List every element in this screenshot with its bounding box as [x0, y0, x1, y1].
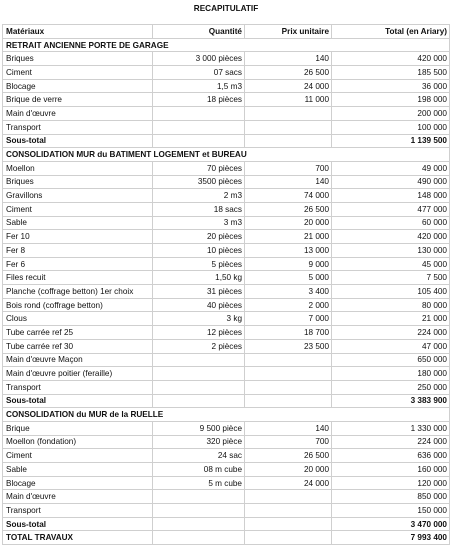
cell-materiau[interactable]: Bois rond (coffrage betton) [3, 298, 153, 312]
cell-total[interactable]: 7 993 400 [332, 531, 450, 545]
cell-prix-unitaire[interactable]: 3 400 [245, 285, 332, 299]
cell-materiau[interactable]: Sous-total [3, 517, 153, 531]
cell-materiau[interactable]: Sable [3, 216, 153, 230]
cell-total[interactable]: 420 000 [332, 230, 450, 244]
cell-materiau[interactable]: Planche (coffrage betton) 1er choix [3, 285, 153, 299]
cell-total[interactable]: 80 000 [332, 298, 450, 312]
cell-total[interactable]: 105 400 [332, 285, 450, 299]
table-row [3, 230, 450, 244]
cell-materiau[interactable]: Moellon [3, 161, 153, 175]
cell-materiau[interactable]: Blocage [3, 476, 153, 490]
sheet-title: RECAPITULATIF [193, 4, 259, 13]
cell-prix-unitaire[interactable] [245, 394, 332, 408]
cell-prix-unitaire[interactable]: 700 [245, 161, 332, 175]
cell-total[interactable]: 150 000 [332, 504, 450, 518]
cell-total[interactable]: 185 500 [332, 66, 450, 80]
cell-prix-unitaire[interactable]: 20 000 [245, 463, 332, 477]
cell-quantite[interactable] [153, 120, 245, 134]
cell-total[interactable]: 224 000 [332, 435, 450, 449]
cell-materiau[interactable]: Blocage [3, 79, 153, 93]
cell-quantite[interactable]: 320 pièce [153, 435, 245, 449]
cell-prix-unitaire[interactable] [245, 353, 332, 367]
cell-materiau[interactable]: Transport [3, 120, 153, 134]
table-row [3, 298, 450, 312]
table-row [3, 463, 450, 477]
cell-materiau[interactable]: Ciment [3, 202, 153, 216]
cell-quantite[interactable]: 07 sacs [153, 66, 245, 80]
cell-materiau[interactable]: Tube carrée ref 30 [3, 339, 153, 353]
header-row [3, 25, 450, 39]
cell-materiau[interactable]: Files recuit [3, 271, 153, 285]
cell-prix-unitaire[interactable]: 140 [245, 175, 332, 189]
cell-quantite[interactable]: 12 pièces [153, 326, 245, 340]
cell-prix-unitaire[interactable]: 23 500 [245, 339, 332, 353]
cell-total[interactable]: 49 000 [332, 161, 450, 175]
cell-quantite[interactable] [153, 134, 245, 148]
cell-materiau[interactable]: Fer 10 [3, 230, 153, 244]
table-row [3, 271, 450, 285]
cell-quantite[interactable]: 1,50 kg [153, 271, 245, 285]
cell-quantite[interactable]: 20 pièces [153, 230, 245, 244]
cell-quantite[interactable]: 24 sac [153, 449, 245, 463]
table-row [3, 202, 450, 216]
table-row [3, 52, 450, 66]
cell-prix-unitaire[interactable]: 140 [245, 52, 332, 66]
cell-materiau[interactable]: Moellon (fondation) [3, 435, 153, 449]
table-row [3, 79, 450, 93]
total-row [3, 531, 450, 545]
cell-quantite[interactable]: 31 pièces [153, 285, 245, 299]
table-row [3, 504, 450, 518]
cell-quantite[interactable]: 3 m3 [153, 216, 245, 230]
table-row [3, 312, 450, 326]
cell-materiau[interactable]: Main d'œuvre [3, 107, 153, 121]
cell-materiau[interactable]: Sous-total [3, 134, 153, 148]
cell-total[interactable]: 180 000 [332, 367, 450, 381]
cell-prix-unitaire[interactable] [245, 531, 332, 545]
cell-total[interactable]: 100 000 [332, 120, 450, 134]
cell-prix-unitaire[interactable] [245, 504, 332, 518]
cell-materiau[interactable]: Ciment [3, 449, 153, 463]
section-row [3, 408, 450, 422]
table-row [3, 476, 450, 490]
cell-quantite[interactable]: 10 pièces [153, 244, 245, 258]
cell-materiau[interactable]: Main d'œuvre Maçon [3, 353, 153, 367]
header-prix-unitaire[interactable]: Prix unitaire [245, 25, 332, 39]
cell-total[interactable]: 200 000 [332, 107, 450, 121]
cell-prix-unitaire[interactable]: 140 [245, 421, 332, 435]
cell-prix-unitaire[interactable]: 13 000 [245, 244, 332, 258]
cell-quantite[interactable] [153, 380, 245, 394]
cell-quantite[interactable] [153, 490, 245, 504]
cell-total[interactable]: 198 000 [332, 93, 450, 107]
cell-materiau[interactable]: Fer 6 [3, 257, 153, 271]
cell-prix-unitaire[interactable]: 26 500 [245, 202, 332, 216]
table-row [3, 257, 450, 271]
cell-materiau[interactable]: Sable [3, 463, 153, 477]
cell-quantite[interactable] [153, 107, 245, 121]
cell-total[interactable]: 1 330 000 [332, 421, 450, 435]
cell-total[interactable]: 850 000 [332, 490, 450, 504]
cell-total[interactable]: 21 000 [332, 312, 450, 326]
table-row [3, 175, 450, 189]
cell-quantite[interactable]: 2 pièces [153, 339, 245, 353]
table-row [3, 326, 450, 340]
cell-total[interactable]: 36 000 [332, 79, 450, 93]
cell-prix-unitaire[interactable]: 18 700 [245, 326, 332, 340]
cell-prix-unitaire[interactable]: 9 000 [245, 257, 332, 271]
cell-materiau[interactable]: Ciment [3, 66, 153, 80]
cell-quantite[interactable]: 3 kg [153, 312, 245, 326]
cell-materiau[interactable]: Gravillons [3, 189, 153, 203]
cell-total[interactable]: 477 000 [332, 202, 450, 216]
cell-total[interactable]: 120 000 [332, 476, 450, 490]
table-row [3, 435, 450, 449]
cell-materiau[interactable]: Briques [3, 175, 153, 189]
cell-quantite[interactable]: 40 pièces [153, 298, 245, 312]
header-total[interactable]: Total (en Ariary) [332, 25, 450, 39]
table-row [3, 107, 450, 121]
table-row [3, 353, 450, 367]
cell-total[interactable]: 3 383 900 [332, 394, 450, 408]
cell-prix-unitaire[interactable] [245, 490, 332, 504]
cell-materiau[interactable]: Transport [3, 380, 153, 394]
cell-prix-unitaire[interactable]: 5 000 [245, 271, 332, 285]
cell-prix-unitaire[interactable]: 24 000 [245, 476, 332, 490]
cell-quantite[interactable]: 2 m3 [153, 189, 245, 203]
cell-total[interactable]: 7 500 [332, 271, 450, 285]
cell-materiau[interactable]: Tube carrée ref 25 [3, 326, 153, 340]
cell-quantite[interactable] [153, 504, 245, 518]
cell-prix-unitaire[interactable]: 7 000 [245, 312, 332, 326]
cell-prix-unitaire[interactable]: 26 500 [245, 66, 332, 80]
table-row [3, 161, 450, 175]
cell-total[interactable]: 250 000 [332, 380, 450, 394]
table-row [3, 380, 450, 394]
cell-quantite[interactable]: 5 m cube [153, 476, 245, 490]
cell-quantite[interactable]: 3 000 pièces [153, 52, 245, 66]
cell-materiau[interactable]: Main d'œuvre poitier (feraille) [3, 367, 153, 381]
cell-materiau[interactable]: Clous [3, 312, 153, 326]
section-title[interactable]: CONSOLIDATION MUR du BATIMENT LOGEMENT et BUREAU [3, 148, 450, 162]
cell-prix-unitaire[interactable] [245, 107, 332, 121]
table-row [3, 120, 450, 134]
section-title[interactable]: RETRAIT ANCIENNE PORTE DE GARAGE [3, 38, 450, 52]
cell-prix-unitaire[interactable]: 26 500 [245, 449, 332, 463]
cell-total[interactable]: 636 000 [332, 449, 450, 463]
cell-total[interactable]: 420 000 [332, 52, 450, 66]
cell-prix-unitaire[interactable] [245, 380, 332, 394]
table-row [3, 490, 450, 504]
table-row [3, 339, 450, 353]
cell-quantite[interactable]: 1,5 m3 [153, 79, 245, 93]
cell-total[interactable]: 650 000 [332, 353, 450, 367]
cell-quantite[interactable]: 5 pièces [153, 257, 245, 271]
cell-quantite[interactable] [153, 394, 245, 408]
cell-prix-unitaire[interactable]: 700 [245, 435, 332, 449]
cell-materiau[interactable]: Main d'œuvre [3, 490, 153, 504]
recap-table [2, 24, 450, 545]
cell-prix-unitaire[interactable]: 24 000 [245, 79, 332, 93]
table-row [3, 216, 450, 230]
cell-prix-unitaire[interactable]: 74 000 [245, 189, 332, 203]
table-row [3, 189, 450, 203]
cell-materiau[interactable]: Fer 8 [3, 244, 153, 258]
cell-prix-unitaire[interactable] [245, 517, 332, 531]
cell-prix-unitaire[interactable]: 11 000 [245, 93, 332, 107]
cell-total[interactable]: 490 000 [332, 175, 450, 189]
cell-total[interactable]: 148 000 [332, 189, 450, 203]
cell-prix-unitaire[interactable]: 21 000 [245, 230, 332, 244]
subtotal-row [3, 517, 450, 531]
cell-total[interactable]: 3 470 000 [332, 517, 450, 531]
table-row [3, 449, 450, 463]
cell-prix-unitaire[interactable] [245, 134, 332, 148]
cell-prix-unitaire[interactable] [245, 120, 332, 134]
cell-quantite[interactable] [153, 517, 245, 531]
cell-materiau[interactable]: Brique de verre [3, 93, 153, 107]
cell-materiau[interactable]: Transport [3, 504, 153, 518]
table-row [3, 421, 450, 435]
section-row [3, 38, 450, 52]
cell-total[interactable]: 130 000 [332, 244, 450, 258]
table-row [3, 66, 450, 80]
cell-materiau[interactable]: TOTAL TRAVAUX [3, 531, 153, 545]
cell-quantite[interactable]: 9 500 pièce [153, 421, 245, 435]
cell-total[interactable]: 47 000 [332, 339, 450, 353]
section-row [3, 148, 450, 162]
cell-quantite[interactable]: 18 pièces [153, 93, 245, 107]
subtotal-row [3, 134, 450, 148]
cell-materiau[interactable]: Briques [3, 52, 153, 66]
header-quantite[interactable]: Quantité [153, 25, 245, 39]
table-row [3, 285, 450, 299]
cell-prix-unitaire[interactable]: 20 000 [245, 216, 332, 230]
table-row [3, 367, 450, 381]
cell-total[interactable]: 160 000 [332, 463, 450, 477]
cell-quantite[interactable]: 70 pièces [153, 161, 245, 175]
cell-materiau[interactable]: Brique [3, 421, 153, 435]
cell-total[interactable]: 45 000 [332, 257, 450, 271]
header-materiaux[interactable]: Matériaux [3, 25, 153, 39]
cell-quantite[interactable]: 3500 pièces [153, 175, 245, 189]
cell-total[interactable]: 224 000 [332, 326, 450, 340]
cell-prix-unitaire[interactable] [245, 367, 332, 381]
table-row [3, 244, 450, 258]
cell-materiau[interactable]: Sous-total [3, 394, 153, 408]
cell-prix-unitaire[interactable]: 2 000 [245, 298, 332, 312]
subtotal-row [3, 394, 450, 408]
cell-total[interactable]: 60 000 [332, 216, 450, 230]
cell-total[interactable]: 1 139 500 [332, 134, 450, 148]
cell-quantite[interactable]: 08 m cube [153, 463, 245, 477]
cell-quantite[interactable] [153, 367, 245, 381]
section-title[interactable]: CONSOLIDATION du MUR de la RUELLE [3, 408, 450, 422]
table-row [3, 93, 450, 107]
cell-quantite[interactable] [153, 531, 245, 545]
cell-quantite[interactable] [153, 353, 245, 367]
cell-quantite[interactable]: 18 sacs [153, 202, 245, 216]
recap-table-body [3, 25, 450, 545]
